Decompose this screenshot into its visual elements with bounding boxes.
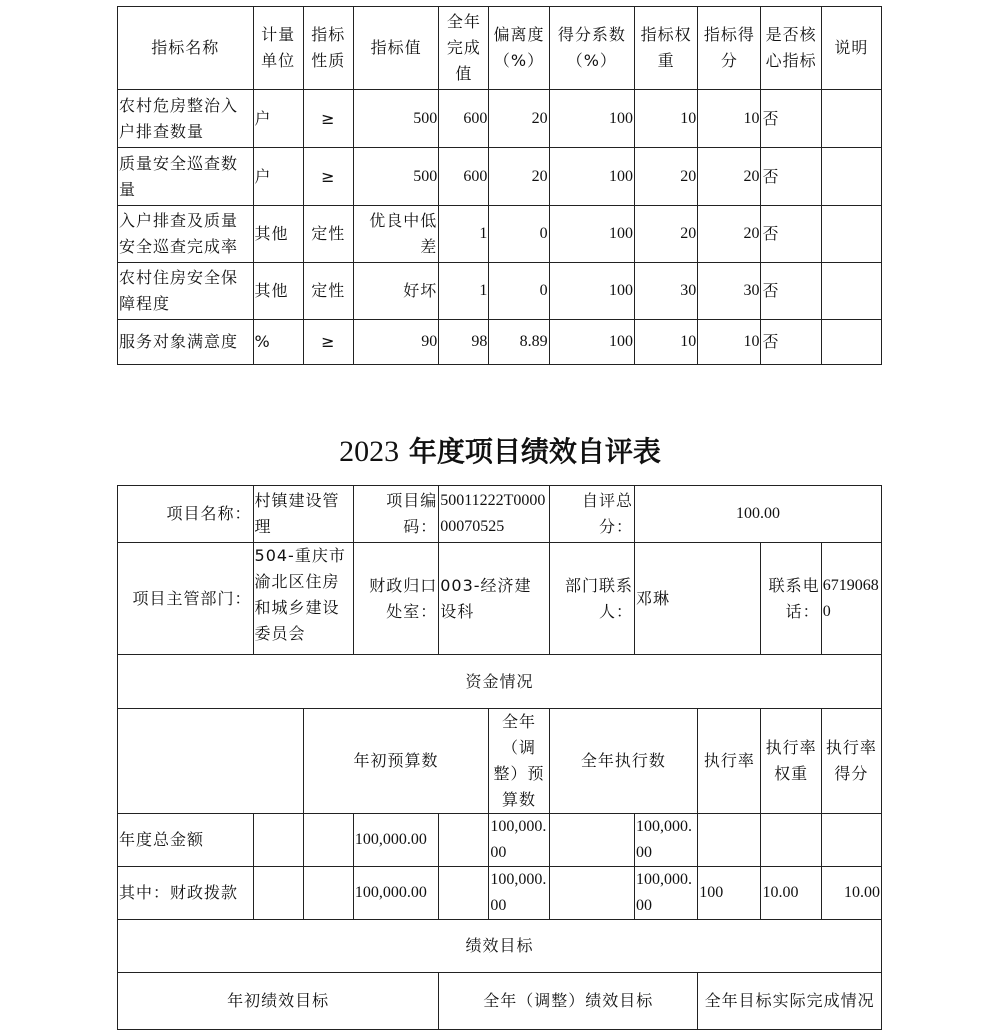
weight: 30 xyxy=(634,263,697,320)
nature: ≥ xyxy=(303,90,353,148)
unit: 户 xyxy=(253,90,303,148)
finance-label: 财政归口处室： xyxy=(353,543,438,655)
funds-weight: 10.00 xyxy=(761,867,821,920)
funds-row-label: 其中：财政拨款 xyxy=(118,867,254,920)
indicator-name: 农村住房安全保障程度 xyxy=(118,263,254,320)
goals-header-row xyxy=(118,973,882,1030)
dept-info-row xyxy=(118,543,882,655)
header-cell: 指标性质 xyxy=(303,7,353,90)
target-value: 90 xyxy=(353,320,438,365)
deviation: 20 xyxy=(489,90,549,148)
funds-blank xyxy=(253,814,303,867)
score-factor: 100 xyxy=(549,90,634,148)
unit: 其他 xyxy=(253,206,303,263)
nature: 定性 xyxy=(303,263,353,320)
funds-row xyxy=(118,867,882,920)
weight: 10 xyxy=(634,90,697,148)
score-label: 自评总分： xyxy=(549,486,634,543)
score-factor: 100 xyxy=(549,148,634,206)
funds-initial: 100,000.00 xyxy=(353,814,438,867)
indicator-row xyxy=(118,148,882,206)
indicator-name: 质量安全巡查数量 xyxy=(118,148,254,206)
header-cell: 全年完成值 xyxy=(439,7,489,90)
target-value: 优良中低差 xyxy=(353,206,438,263)
actual-value: 600 xyxy=(439,148,489,206)
score-factor: 100 xyxy=(549,320,634,365)
funds-executed: 100,000.00 xyxy=(634,814,697,867)
unit: 户 xyxy=(253,148,303,206)
nature: 定性 xyxy=(303,206,353,263)
funds-adjusted: 100,000.00 xyxy=(489,814,549,867)
indicator-row xyxy=(118,320,882,365)
phone-label: 联系电话： xyxy=(761,543,821,655)
score-factor: 100 xyxy=(549,206,634,263)
target-value: 500 xyxy=(353,90,438,148)
target-value: 好坏 xyxy=(353,263,438,320)
funds-header-row xyxy=(118,709,882,814)
funds-heading-row xyxy=(118,655,882,709)
nature: ≥ xyxy=(303,148,353,206)
contact-label: 部门联系人： xyxy=(549,543,634,655)
note xyxy=(821,263,881,320)
actual-value: 1 xyxy=(439,206,489,263)
header-cell: 计量单位 xyxy=(253,7,303,90)
deviation: 20 xyxy=(489,148,549,206)
funds-row-label: 年度总金额 xyxy=(118,814,254,867)
weight: 20 xyxy=(634,206,697,263)
header-cell: 偏离度（%） xyxy=(489,7,549,90)
header-cell: 指标得分 xyxy=(698,7,761,90)
total-score-value: 100.00 xyxy=(634,486,881,543)
header-cell: 得分系数（%） xyxy=(549,7,634,90)
title-year: 2023 xyxy=(339,435,400,468)
note xyxy=(821,90,881,148)
funds-blank xyxy=(253,867,303,920)
note xyxy=(821,206,881,263)
funds-header-cell: 执行率 xyxy=(698,709,761,814)
is-core: 否 xyxy=(761,90,821,148)
indicator-name: 入户排查及质量安全巡查完成率 xyxy=(118,206,254,263)
is-core: 否 xyxy=(761,148,821,206)
actual-value: 600 xyxy=(439,90,489,148)
unit: % xyxy=(253,320,303,365)
score: 10 xyxy=(698,320,761,365)
indicator-name: 农村危房整治入户排查数量 xyxy=(118,90,254,148)
goals-header-cell: 全年（调整）绩效目标 xyxy=(439,973,698,1030)
project-code-value: 50011222T000000070525 xyxy=(439,486,549,543)
header-cell: 指标值 xyxy=(353,7,438,90)
funds-header-cell: 年初预算数 xyxy=(303,709,489,814)
is-core: 否 xyxy=(761,206,821,263)
header-cell: 指标权重 xyxy=(634,7,697,90)
funds-header-cell: 执行率得分 xyxy=(821,709,881,814)
nature: ≥ xyxy=(303,320,353,365)
goals-heading-row xyxy=(118,920,882,973)
unit: 其他 xyxy=(253,263,303,320)
funds-header-cell: 执行率权重 xyxy=(761,709,821,814)
funds-blank xyxy=(303,867,353,920)
funds-executed: 100,000.00 xyxy=(634,867,697,920)
project-name-value: 村镇建设管理 xyxy=(253,486,353,543)
project-info-row xyxy=(118,486,882,543)
funds-blank xyxy=(439,814,489,867)
goals-header-cell: 年初绩效目标 xyxy=(118,973,439,1030)
page-title xyxy=(0,430,1000,470)
funds-score xyxy=(821,814,881,867)
header-cell: 说明 xyxy=(821,7,881,90)
funds-blank xyxy=(303,814,353,867)
funds-rate: 100 xyxy=(698,867,761,920)
funds-header-blank xyxy=(118,709,304,814)
indicator-row xyxy=(118,206,882,263)
funds-rate xyxy=(698,814,761,867)
weight: 10 xyxy=(634,320,697,365)
funds-header-cell: 全年（调整）预算数 xyxy=(489,709,549,814)
project-code-label: 项目编码： xyxy=(353,486,438,543)
funds-blank xyxy=(549,867,634,920)
note xyxy=(821,320,881,365)
funds-row xyxy=(118,814,882,867)
indicator-header-row xyxy=(118,7,882,90)
deviation: 0 xyxy=(489,263,549,320)
target-value: 500 xyxy=(353,148,438,206)
contact-value: 邓琳 xyxy=(634,543,760,655)
phone-value: 67190680 xyxy=(821,543,881,655)
actual-value: 98 xyxy=(439,320,489,365)
score-factor: 100 xyxy=(549,263,634,320)
actual-value: 1 xyxy=(439,263,489,320)
deviation: 8.89 xyxy=(489,320,549,365)
funds-blank xyxy=(549,814,634,867)
score: 10 xyxy=(698,90,761,148)
is-core: 否 xyxy=(761,320,821,365)
note xyxy=(821,148,881,206)
goals-header-cell: 全年目标实际完成情况 xyxy=(698,973,882,1030)
finance-value: 003-经济建设科 xyxy=(439,543,549,655)
weight: 20 xyxy=(634,148,697,206)
score: 30 xyxy=(698,263,761,320)
indicator-table xyxy=(117,6,882,365)
header-cell: 指标名称 xyxy=(118,7,254,90)
header-cell: 是否核心指标 xyxy=(761,7,821,90)
goals-heading: 绩效目标 xyxy=(118,920,882,973)
is-core: 否 xyxy=(761,263,821,320)
funds-weight xyxy=(761,814,821,867)
indicator-row xyxy=(118,90,882,148)
funds-score: 10.00 xyxy=(821,867,881,920)
funds-initial: 100,000.00 xyxy=(353,867,438,920)
deviation: 0 xyxy=(489,206,549,263)
indicator-row xyxy=(118,263,882,320)
funds-adjusted: 100,000.00 xyxy=(489,867,549,920)
score: 20 xyxy=(698,148,761,206)
project-name-label: 项目名称： xyxy=(118,486,254,543)
dept-value: 504-重庆市渝北区住房和城乡建设委员会 xyxy=(253,543,353,655)
title-text: 年度项目绩效自评表 xyxy=(408,435,661,468)
funds-blank xyxy=(439,867,489,920)
funds-heading: 资金情况 xyxy=(118,655,882,709)
funds-header-cell: 全年执行数 xyxy=(549,709,698,814)
dept-label: 项目主管部门： xyxy=(118,543,254,655)
indicator-name: 服务对象满意度 xyxy=(118,320,254,365)
score: 20 xyxy=(698,206,761,263)
self-evaluation-table xyxy=(117,485,882,1030)
